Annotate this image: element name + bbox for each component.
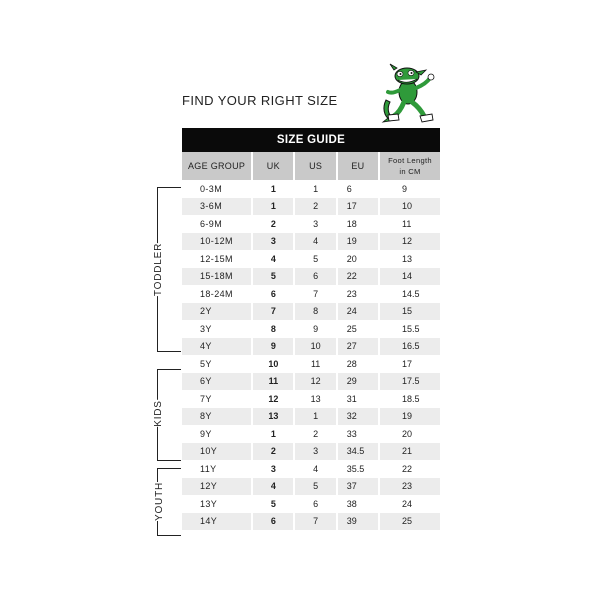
us-cell: 3 <box>295 443 335 461</box>
table-row <box>182 303 440 321</box>
age-cell: 10-12M <box>182 233 251 251</box>
uk-cell: 5 <box>253 495 293 513</box>
eu-cell: 17 <box>338 198 378 216</box>
uk-cell: 6 <box>253 513 293 531</box>
age-cell: 4Y <box>182 338 251 356</box>
us-cell: 5 <box>295 250 335 268</box>
us-cell: 2 <box>295 198 335 216</box>
eu-cell: 23 <box>338 285 378 303</box>
foot-length-cell: 13 <box>380 250 440 268</box>
uk-cell: 1 <box>253 198 293 216</box>
eu-cell: 18 <box>338 215 378 233</box>
foot-length-cell: 11 <box>380 215 440 233</box>
page-title: FIND YOUR RIGHT SIZE <box>182 93 338 108</box>
col-header-foot-length <box>380 152 440 180</box>
age-cell: 3-6M <box>182 198 251 216</box>
us-cell: 3 <box>295 215 335 233</box>
foot-length-cell: 18.5 <box>380 390 440 408</box>
uk-cell: 6 <box>253 285 293 303</box>
foot-length-cell: 9 <box>380 180 440 198</box>
table-row <box>182 268 440 286</box>
uk-cell: 9 <box>253 338 293 356</box>
size-guide-title: SIZE GUIDE <box>182 128 440 152</box>
col-header-age-group: AGE GROUP <box>182 152 251 180</box>
col-header-foot-length-line2: in CM <box>399 167 421 176</box>
age-cell: 10Y <box>182 443 251 461</box>
table-row <box>182 355 440 373</box>
uk-cell: 1 <box>253 425 293 443</box>
table-row <box>182 198 440 216</box>
col-header-foot-length-line1: Foot Length <box>388 156 432 165</box>
age-cell: 7Y <box>182 390 251 408</box>
foot-length-cell: 15 <box>380 303 440 321</box>
uk-cell: 3 <box>253 233 293 251</box>
table-row <box>182 513 440 531</box>
foot-length-cell: 22 <box>380 460 440 478</box>
age-cell: 12-15M <box>182 250 251 268</box>
uk-cell: 2 <box>253 443 293 461</box>
age-cell: 14Y <box>182 513 251 531</box>
table-row <box>182 390 440 408</box>
us-cell: 6 <box>295 495 335 513</box>
foot-length-cell: 16.5 <box>380 338 440 356</box>
eu-cell: 29 <box>338 373 378 391</box>
us-cell: 4 <box>295 233 335 251</box>
us-cell: 10 <box>295 338 335 356</box>
eu-cell: 27 <box>338 338 378 356</box>
uk-cell: 5 <box>253 268 293 286</box>
uk-cell: 11 <box>253 373 293 391</box>
eu-cell: 33 <box>338 425 378 443</box>
table-row <box>182 320 440 338</box>
uk-cell: 3 <box>253 460 293 478</box>
size-rows <box>182 180 440 530</box>
age-cell: 0-3M <box>182 180 251 198</box>
age-cell: 2Y <box>182 303 251 321</box>
youth-group-label: YOUTH <box>154 482 165 521</box>
us-cell: 2 <box>295 425 335 443</box>
eu-cell: 20 <box>338 250 378 268</box>
foot-length-cell: 20 <box>380 425 440 443</box>
eu-cell: 34.5 <box>338 443 378 461</box>
uk-cell: 10 <box>253 355 293 373</box>
us-cell: 6 <box>295 268 335 286</box>
eu-cell: 39 <box>338 513 378 531</box>
eu-cell: 35.5 <box>338 460 378 478</box>
foot-length-cell: 14 <box>380 268 440 286</box>
us-cell: 13 <box>295 390 335 408</box>
us-cell: 7 <box>295 285 335 303</box>
foot-length-cell: 19 <box>380 408 440 426</box>
age-cell: 5Y <box>182 355 251 373</box>
uk-cell: 7 <box>253 303 293 321</box>
table-row <box>182 285 440 303</box>
foot-length-cell: 17 <box>380 355 440 373</box>
table-row <box>182 478 440 496</box>
table-row <box>182 408 440 426</box>
eu-cell: 31 <box>338 390 378 408</box>
age-cell: 15-18M <box>182 268 251 286</box>
age-cell: 9Y <box>182 425 251 443</box>
foot-length-cell: 23 <box>380 478 440 496</box>
table-row <box>182 460 440 478</box>
us-cell: 5 <box>295 478 335 496</box>
col-header-eu: EU <box>338 152 378 180</box>
mascot-logo <box>380 60 440 128</box>
foot-length-cell: 17.5 <box>380 373 440 391</box>
eu-cell: 19 <box>338 233 378 251</box>
eu-cell: 22 <box>338 268 378 286</box>
table-row <box>182 373 440 391</box>
table-row <box>182 443 440 461</box>
size-table <box>180 152 442 530</box>
age-cell: 8Y <box>182 408 251 426</box>
us-cell: 4 <box>295 460 335 478</box>
toddler-group-label: TODDLER <box>153 242 165 297</box>
eu-cell: 38 <box>338 495 378 513</box>
age-cell: 11Y <box>182 460 251 478</box>
eu-cell: 6 <box>338 180 378 198</box>
foot-length-cell: 25 <box>380 513 440 531</box>
eu-cell: 25 <box>338 320 378 338</box>
us-cell: 1 <box>295 180 335 198</box>
age-cell: 18-24M <box>182 285 251 303</box>
foot-length-cell: 15.5 <box>380 320 440 338</box>
uk-cell: 4 <box>253 478 293 496</box>
size-guide <box>182 128 440 530</box>
age-cell: 3Y <box>182 320 251 338</box>
us-cell: 1 <box>295 408 335 426</box>
age-cell: 13Y <box>182 495 251 513</box>
eu-cell: 28 <box>338 355 378 373</box>
uk-cell: 8 <box>253 320 293 338</box>
col-header-uk: UK <box>253 152 293 180</box>
table-row <box>182 495 440 513</box>
table-row <box>182 338 440 356</box>
table-row <box>182 425 440 443</box>
table-row <box>182 250 440 268</box>
us-cell: 11 <box>295 355 335 373</box>
uk-cell: 13 <box>253 408 293 426</box>
age-cell: 6Y <box>182 373 251 391</box>
foot-length-cell: 12 <box>380 233 440 251</box>
uk-cell: 2 <box>253 215 293 233</box>
table-row <box>182 180 440 198</box>
eu-cell: 37 <box>338 478 378 496</box>
uk-cell: 4 <box>253 250 293 268</box>
foot-length-cell: 10 <box>380 198 440 216</box>
eu-cell: 32 <box>338 408 378 426</box>
uk-cell: 12 <box>253 390 293 408</box>
eu-cell: 24 <box>338 303 378 321</box>
kids-group-label: KIDS <box>152 400 164 427</box>
table-row <box>182 215 440 233</box>
us-cell: 7 <box>295 513 335 531</box>
us-cell: 9 <box>295 320 335 338</box>
age-cell: 6-9M <box>182 215 251 233</box>
col-header-us: US <box>295 152 335 180</box>
foot-length-cell: 21 <box>380 443 440 461</box>
foot-length-cell: 24 <box>380 495 440 513</box>
uk-cell: 1 <box>253 180 293 198</box>
table-header-row <box>182 152 440 180</box>
foot-length-cell: 14.5 <box>380 285 440 303</box>
us-cell: 12 <box>295 373 335 391</box>
us-cell: 8 <box>295 303 335 321</box>
age-cell: 12Y <box>182 478 251 496</box>
table-row <box>182 233 440 251</box>
